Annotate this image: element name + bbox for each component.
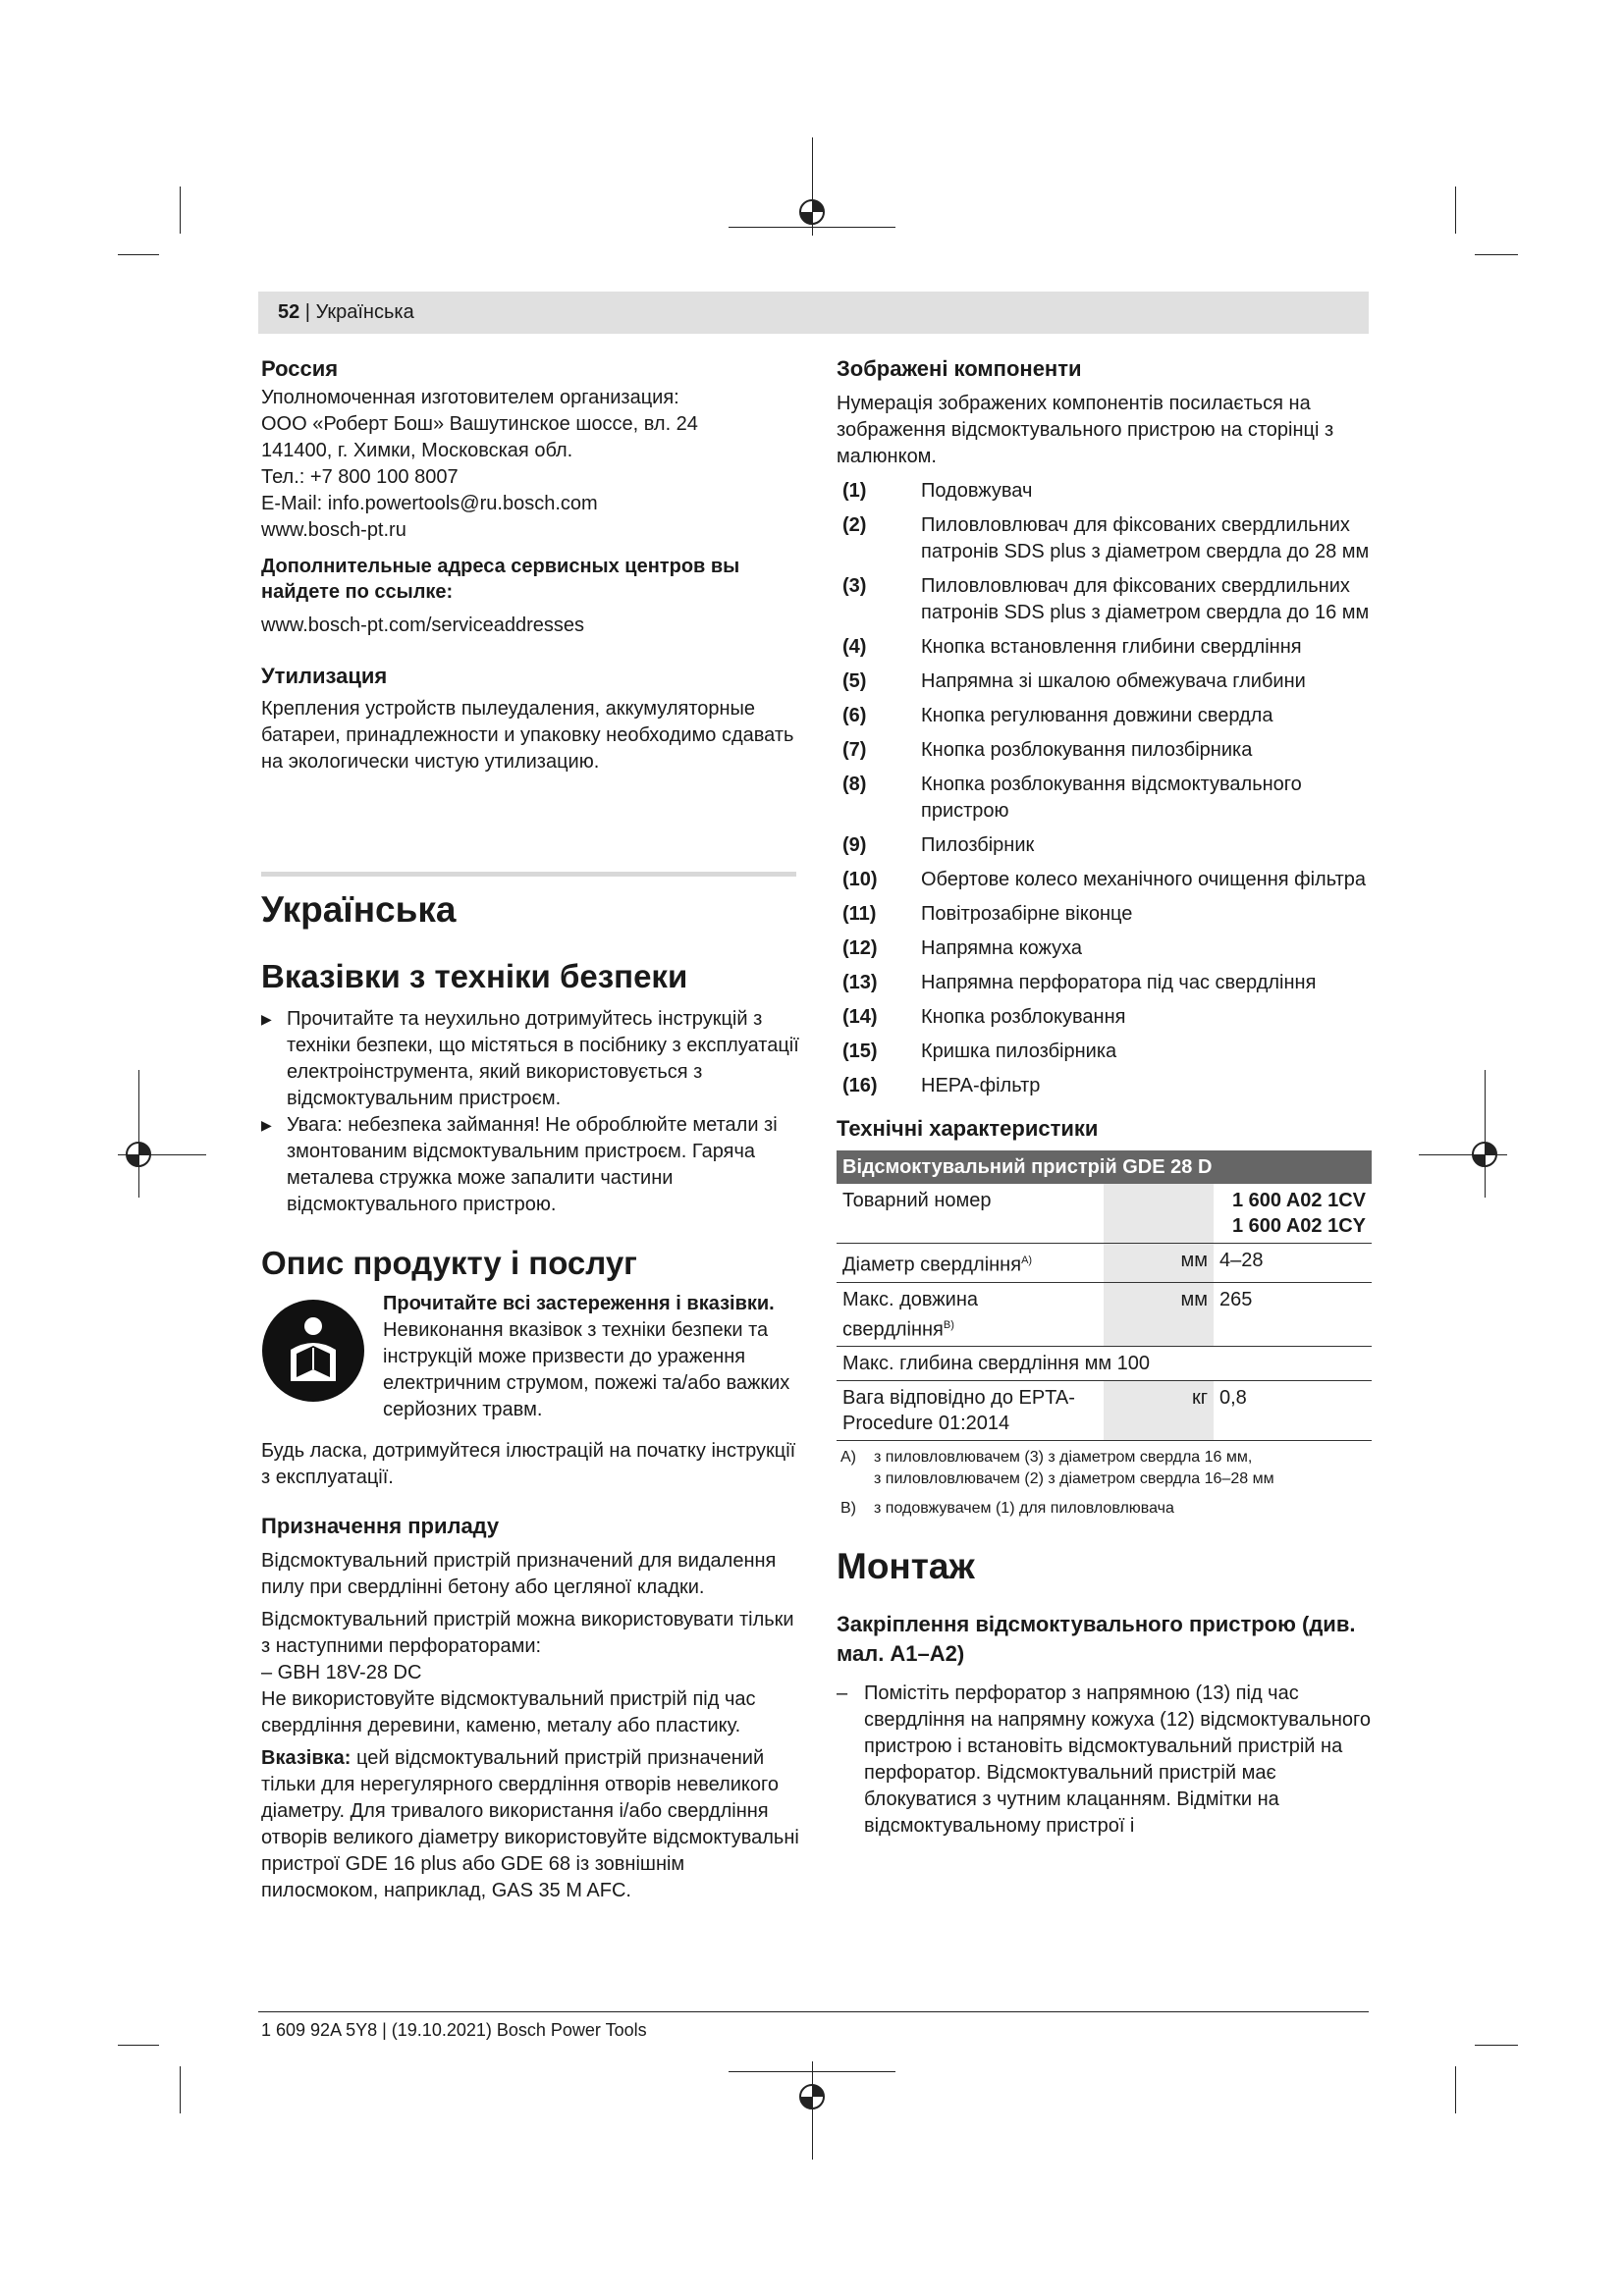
- russia-line: ООО «Роберт Бош» Вашутинское шоссе, вл. 24: [261, 413, 698, 435]
- page-number: 52: [278, 301, 300, 323]
- table-row: Товарний номер 1 600 A02 1CV 1 600 A02 1CY: [837, 1184, 1372, 1244]
- crop-mark: [1455, 187, 1456, 234]
- footer-text: 1 609 92A 5Y8 | (19.10.2021) Bosch Power Tools: [261, 2020, 647, 2040]
- crop-mark: [1475, 254, 1518, 255]
- montage-heading: Монтаж: [837, 1546, 975, 1587]
- list-item: (13) Напрямна перфоратора під час свердління: [842, 972, 1317, 993]
- warning-text: Невиконання вказівок з техніки безпеки та інструкцій може призвести до ураження електричним струмом, пожежі та/або важких серйозних травм.: [383, 1319, 790, 1420]
- utilization-text: Крепления устройств пылеудаления, аккумуляторные батареи, принадлежности и упаковку необходимо сдавать на экологически чистую утилизацию.: [261, 698, 794, 773]
- russia-line: Уполномоченная изготовителем организация:: [261, 387, 679, 408]
- crop-mark: [729, 2071, 895, 2072]
- russia-line: Тел.: +7 800 100 8007: [261, 466, 459, 488]
- page-header-bar: [258, 292, 1369, 334]
- warning-bold: Прочитайте всі застереження і вказівки.: [383, 1293, 775, 1314]
- product-heading: Опис продукту і послуг: [261, 1245, 637, 1281]
- registration-mark-icon: [1467, 1137, 1502, 1172]
- service-url: www.bosch-pt.com/serviceaddresses: [261, 614, 585, 636]
- footnote-a: A) з пиловловлювачем (3) з діаметром свердла 16 мм, з пиловловлювачем (2) з діаметром свердла 16–28 мм: [840, 1449, 1274, 1488]
- section-divider: [261, 872, 796, 877]
- safety-bullet: ▶ Прочитайте та неухильно дотримуйтесь інструкцій з техніки безпеки, що містяться в посібнику з експлуатації електроінструмента, який використовується з відсмоктувальним пристроєм.: [261, 1008, 799, 1109]
- safety-heading: Вказівки з техніки безпеки: [261, 958, 688, 994]
- left-column-lower: [261, 888, 801, 1904]
- purpose-note: Вказівка: цей відсмоктувальний пристрій призначений тільки для нерегулярного свердління отворів невеликого діаметру. Для тривалого використання і/або свердління отворів великого діаметру використовуйте відсмоктувальні пристрої GDE 16 plus або GDE 68 із зовнішнім пилосмоком, наприклад, GAS 35 M AFC.: [261, 1747, 799, 1901]
- list-item: (4) Кнопка встановлення глибини свердління: [842, 636, 1302, 658]
- russia-heading: Россия: [261, 356, 339, 381]
- table-row: Діаметр свердління$^{A)}$ мм 4–28: [837, 1244, 1372, 1283]
- table-row: Вага відповідно до EPTA- Procedure 01:2014 кг 0,8: [837, 1381, 1372, 1441]
- specs-table: [837, 1150, 1372, 1441]
- utilization-heading: Утилизация: [261, 664, 388, 688]
- list-item: (11) Повітрозабірне віконце: [842, 903, 1133, 925]
- service-heading: Дополнительные адреса сервисных центров вы найдете по ссылке:: [261, 556, 740, 603]
- list-item: (6) Кнопка регулювання довжини свердла: [842, 705, 1273, 726]
- illustration-note: Будь ласка, дотримуйтеся ілюстрацій на початку інструкції з експлуатації.: [261, 1440, 796, 1488]
- list-item: (16) HEPA-фільтр: [842, 1075, 1041, 1096]
- crop-mark: [138, 1070, 139, 1198]
- table-row: Макс. глибина свердління мм 100: [837, 1347, 1372, 1381]
- list-item: (9) Пилозбірник: [842, 834, 1035, 856]
- registration-mark-icon: [794, 2079, 830, 2114]
- footer-divider: [258, 2011, 1369, 2012]
- registration-mark-icon: [121, 1137, 156, 1172]
- components-intro: Нумерація зображених компонентів посилається на зображення відсмоктувального пристрою на сторінці з малюнком.: [837, 393, 1334, 467]
- crop-mark: [1485, 1070, 1486, 1198]
- list-item: (12) Напрямна кожуха: [842, 937, 1082, 959]
- purpose-p3: – GBH 18V-28 DC: [261, 1662, 422, 1683]
- list-item: (1) Подовжувач: [842, 480, 1033, 502]
- list-item: (3) Пиловловлювач для фіксованих свердлильних патронів SDS plus з діаметром свердла до 16 мм: [842, 575, 1370, 623]
- safety-bullet: ▶ Увага: небезпека займання! Не оброблюйте метали зі змонтованим відсмоктувальним пристроєм. Гаряча металева стружка може запалити частини відсмоктувального пристрою.: [261, 1114, 778, 1215]
- list-item: (7) Кнопка розблокування пилозбірника: [842, 739, 1253, 761]
- components-heading: Зображені компоненти: [837, 356, 1082, 381]
- purpose-p2: Відсмоктувальний пристрій можна використовувати тільки з наступними перфораторами:: [261, 1609, 794, 1657]
- components-list: [837, 478, 1372, 1099]
- purpose-p1: Відсмоктувальний пристрій призначений для видалення пилу при свердлінні бетону або цегляної кладки.: [261, 1550, 777, 1598]
- purpose-heading: Призначення приладу: [261, 1514, 500, 1538]
- montage-step: – Помістіть перфоратор з напрямною (13) під час свердління на напрямну кожуха (12) відсмоктувального пристрою і встановіть відсмоктувальний пристрій на перфоратор. Відсмоктувальний пристрій має блокуватися з чутним клацанням. Відмітки на відсмоктувальному пристрої і: [837, 1682, 1372, 1838]
- read-manual-icon: [261, 1299, 365, 1403]
- crop-mark: [180, 187, 181, 234]
- crop-mark: [1475, 2045, 1518, 2046]
- crop-mark: [118, 2045, 159, 2046]
- specs-heading: Технічні характеристики: [837, 1116, 1099, 1141]
- list-item: (15) Кришка пилозбірника: [842, 1041, 1117, 1062]
- list-item: (5) Напрямна зі шкалою обмежувача глибини: [842, 670, 1306, 692]
- left-column: [261, 355, 801, 775]
- header-language: Українська: [315, 301, 414, 323]
- crop-mark: [1455, 2066, 1456, 2113]
- purpose-p4: Не використовуйте відсмоктувальний пристрій під час свердління деревини, каменю, металу або пластику.: [261, 1688, 756, 1736]
- montage-subheading: Закріплення відсмоктувального пристрою (див. мал. A1–A2): [837, 1612, 1356, 1667]
- crop-mark: [118, 254, 159, 255]
- crop-mark: [180, 2066, 181, 2113]
- specs-table-title: Відсмоктувальний пристрій GDE 28 D: [837, 1150, 1372, 1184]
- list-item: (2) Пиловловлювач для фіксованих свердлильних патронів SDS plus з діаметром свердла до 28 мм: [842, 514, 1370, 562]
- table-row: Макс. довжина свердління$^{B)}$ мм 265: [837, 1282, 1372, 1347]
- triangle-bullet-icon: ▶: [261, 1011, 272, 1027]
- russia-line: www.bosch-pt.ru: [261, 519, 406, 541]
- triangle-bullet-icon: ▶: [261, 1117, 272, 1133]
- right-column: [837, 355, 1372, 1840]
- list-item: (8) Кнопка розблокування відсмоктувального пристрою: [842, 774, 1302, 822]
- language-title: Українська: [261, 889, 457, 930]
- russia-line: 141400, г. Химки, Московская обл.: [261, 440, 573, 461]
- list-item: (14) Кнопка розблокування: [842, 1006, 1126, 1028]
- list-item: (10) Обертове колесо механічного очищення фільтра: [842, 869, 1366, 890]
- warning-block: [261, 1291, 801, 1436]
- footnote-b: B) з подовжувачем (1) для пиловловлювача: [840, 1500, 1174, 1518]
- page-header: 52 | Українська: [278, 301, 414, 323]
- russia-line: E-Mail: info.powertools@ru.bosch.com: [261, 493, 598, 514]
- registration-mark-icon: [794, 194, 830, 230]
